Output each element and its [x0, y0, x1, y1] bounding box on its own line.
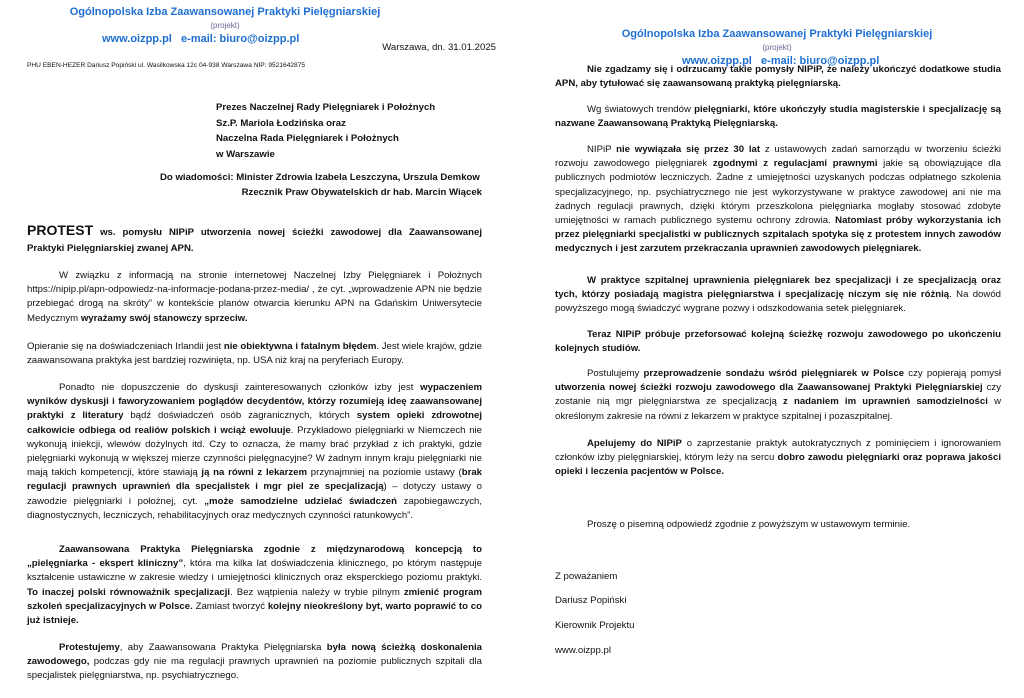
letterhead — [612, 28, 942, 68]
paragraph: Nie zgadzamy się i odrzucamy takie pomysły NIPiP, że należy ukończyć dodatkowe studia APN, aby tytułować się zaawansowaną praktyką pielęgniarską. — [555, 64, 1001, 90]
org-name: Ogólnopolska Izba Zaawansowanej Praktyki Pielęgniarskiej — [621, 28, 933, 40]
paragraph: Zaawansowana Praktyka Pielęgniarska zgodnie z międzynarodową koncepcją to „pielęgniarka - ekspert kliniczny”, która ma kilka lat doświadczenia klinicznego, po którym następuje kształcenie ustawiczne w zakresie wiedzy i umiejętności klinicznych oraz eksperckiego poziomu praktyki. To inaczej polski równoważnik specjalizacji. Bez wątpienia należy w trybie pilnym zmienić program szkoleń specjalizacyjnych w Polsce. Zamiast tworzyć kolejny nieokreślony byt, warto poprawić to co już istnieje. — [27, 544, 482, 627]
response-request: Proszę o pisemną odpowiedź zgodnie z powyższym w ustawowym terminie. — [587, 519, 911, 530]
paragraph: Apelujemy do NIPiP o zaprzestanie praktyk autokratycznych z pominięciem i ignorowaniem członków izby pielęgniarskiej, którym leży na sercu dobro zawodu pielęgniarki oraz poprawa jakości opieki i leczenia pacjentów w Polsce. — [555, 438, 1002, 478]
letter-page-2 — [512, 0, 1024, 698]
cc-line: Rzecznik Praw Obywatelskich dr hab. Marcin Wiącek — [241, 187, 482, 198]
website-link[interactable]: www.oizpp.pl — [682, 55, 752, 67]
paragraph: Postulujemy przeprowadzenie sondażu wśród pielęgniarek w Polsce czy popierają pomysł utworzenia nowej ścieżki rozwoju zawodowego dla Zaawansowanej Praktyki Pielęgniarskiej czy zostanie nią mgr pielęgniarstwa ze specjalizacją z nadaniem im uprawnień samodzielności w określonym zakresie na równi z lekarzem w praktyce szpitalnej i pozaszpitalnej. — [555, 368, 1002, 422]
paragraph: NIPiP nie wywiązała się przez 30 lat z ustawowych zadań samorządu w tworzeniu ścieżki rozwoju zawodowego pielęgniarek zgodnymi z regulacjami prawnymi jakie są obowiązujące dla publicznych podmiotów leczniczych. Żadne z umiejętności uzyskanych podczas odpłatnego szkolenia specjalizacyjnego, np. psychiatrycznego nie jest wykorzystywane w praktyce zawodowej ani nie ma żadnych regulacji prawnych, dzięki którym przeszkolona pielęgniarka mogłaby stosować zdobyte umiejętności w ramach publicznego systemu ochrony zdrowia. Natomiast próby wykorzystania ich przez pielęgniarki specjalistki w publicznych szpitalach spotyka się z protestem innych zawodów medycznych i jest zarzutem przekraczania uprawnień zawodowych pielęgniarek. — [555, 144, 1002, 255]
cc-line: Do wiadomości: Minister Zdrowia Izabela Leszczyna, Urszula Demkow — [160, 172, 480, 183]
place-date: Warszawa, dn. 31.01.2025 — [382, 42, 496, 53]
protest-word: PROTEST — [27, 222, 94, 238]
project-tag: (projekt) — [210, 21, 240, 30]
paragraph: Opieranie się na doświadczeniach Irlandii jest nie obiektywna i fatalnym błędem. Jest wiele krajów, gdzie zaawansowana praktyka jest bardziej rozwinięta, np. USA niż kraj na peryferiach Europy. — [27, 341, 483, 367]
protest-title — [27, 222, 482, 257]
protest-subject: ws. pomysłu NIPiP utworzenia nowej ścieżki zawodowej dla Zaawansowanej Praktyki Pielęgniarskiej zwanej APN. — [27, 227, 482, 254]
recipient-line: Sz.P. Mariola Łodzińska oraz — [216, 117, 346, 129]
sender-line: PHU EBEN-HEZER Dariusz Popiński ul. Wasilkowska 12c 04-938 Warszawa NIP: 9521642875 — [27, 62, 306, 69]
letterhead — [60, 6, 390, 46]
recipient-block — [216, 100, 435, 162]
paragraph: W związku z informacją na stronie internetowej Naczelnej Izby Pielęgniarek i Położnych https://nipip.pl/apn-odpowiedz-na-informacje-podana-przez-media/ , że cyt. „wprowadzenie APN nie będzie przebiegać drogą na skróty” w kontekście planów otwarcia kierunku APN na Gdańskim Uniwersytecie Medycznym wyrażamy swój stanowczy sprzeciw. — [27, 270, 482, 324]
paragraph: Wg światowych trendów pielęgniarki, które ukończyły studia magisterskie i specjalizację są nazwane Zaawansowaną Praktyką Pielęgniarską. — [555, 104, 1001, 130]
project-tag: (projekt) — [762, 43, 792, 52]
signer-role: Kierownik Projektu — [555, 620, 635, 631]
paragraph: Protestujemy, aby Zaawansowana Praktyka Pielęgniarska była nową ścieżką doskonalenia zawodowego, podczas gdy nie ma regulacji prawnych uprawnień na poziomie publicznych szpitali dla specjalistek pielęgniarstwa, np. psychiatrycznego. — [27, 642, 482, 682]
paragraph: Teraz NIPiP próbuje przeforsować kolejną ścieżkę rozwoju zawodowego po ukończeniu kolejnych studiów. — [555, 329, 1001, 355]
org-name: Ogólnopolska Izba Zaawansowanej Praktyki Pielęgniarskiej — [69, 6, 381, 18]
recipient-line: Naczelna Rada Pielęgniarek i Położnych — [216, 133, 399, 144]
signer-name: Dariusz Popiński — [555, 595, 627, 606]
closing: Z poważaniem — [555, 571, 618, 582]
paragraph: Ponadto nie dopuszczenie do dyskusji zainteresowanych członków izby jest wypaczeniem wyników dyskusji i faworyzowaniem poglądów decydentów, którzy rozumieją ideę zaawansowanej praktyki z literatury bądź doświadczeń osób zagranicznych, których system opieki zdrowotnej całkowicie odbiega od realiów polskich i wciąż ewoluuje. Przykładowo pielęgniarki w Niemczech nie wykonują iniekcji, wlewów dożylnych itd. Czy to oznacza, że mamy brać przykład z ich praktyki, gdzie pielęgniarki wykonują w większej mierze czynności pielęgnacyjne? W żadnym innym kraju pielęgniarki nie mają takich kompetencji, które stawiają ją na równi z lekarzem przynajmniej na poziomie ustawy (brak regulacji prawnych uprawnień dla specjalistek i mgr piel ze specjalizacją) – dotyczy ustawy o zawodzie pielęgniarki i położnej, cyt. „może samodzielne udzielać świadczeń zapobiegawczych, diagnostycznych, leczniczych, rehabilitacyjnych oraz medycznych czynności ratunkowych”. — [27, 382, 483, 521]
recipient-line: Prezes Naczelnej Rady Pielęgniarek i Położnych — [216, 102, 436, 113]
signer-website[interactable]: www.oizpp.pl — [555, 645, 611, 656]
paragraph: W praktyce szpitalnej uprawnienia pielęgniarek bez specjalizacji i ze specjalizacją oraz tych, którzy posiadają magistra pielęgniarstwa i specjalizację niczym się nie różnią. Na dowód powyższego mogą świadczyć wygrane pozwy i odszkodowania setek pielęgniarek. — [555, 275, 1001, 315]
cc-block — [160, 170, 482, 200]
website-link[interactable]: www.oizpp.pl — [102, 33, 172, 45]
email-link[interactable]: e-mail: biuro@oizpp.pl — [761, 55, 880, 67]
email-link[interactable]: e-mail: biuro@oizpp.pl — [181, 33, 300, 45]
recipient-line: w Warszawie — [216, 148, 275, 160]
